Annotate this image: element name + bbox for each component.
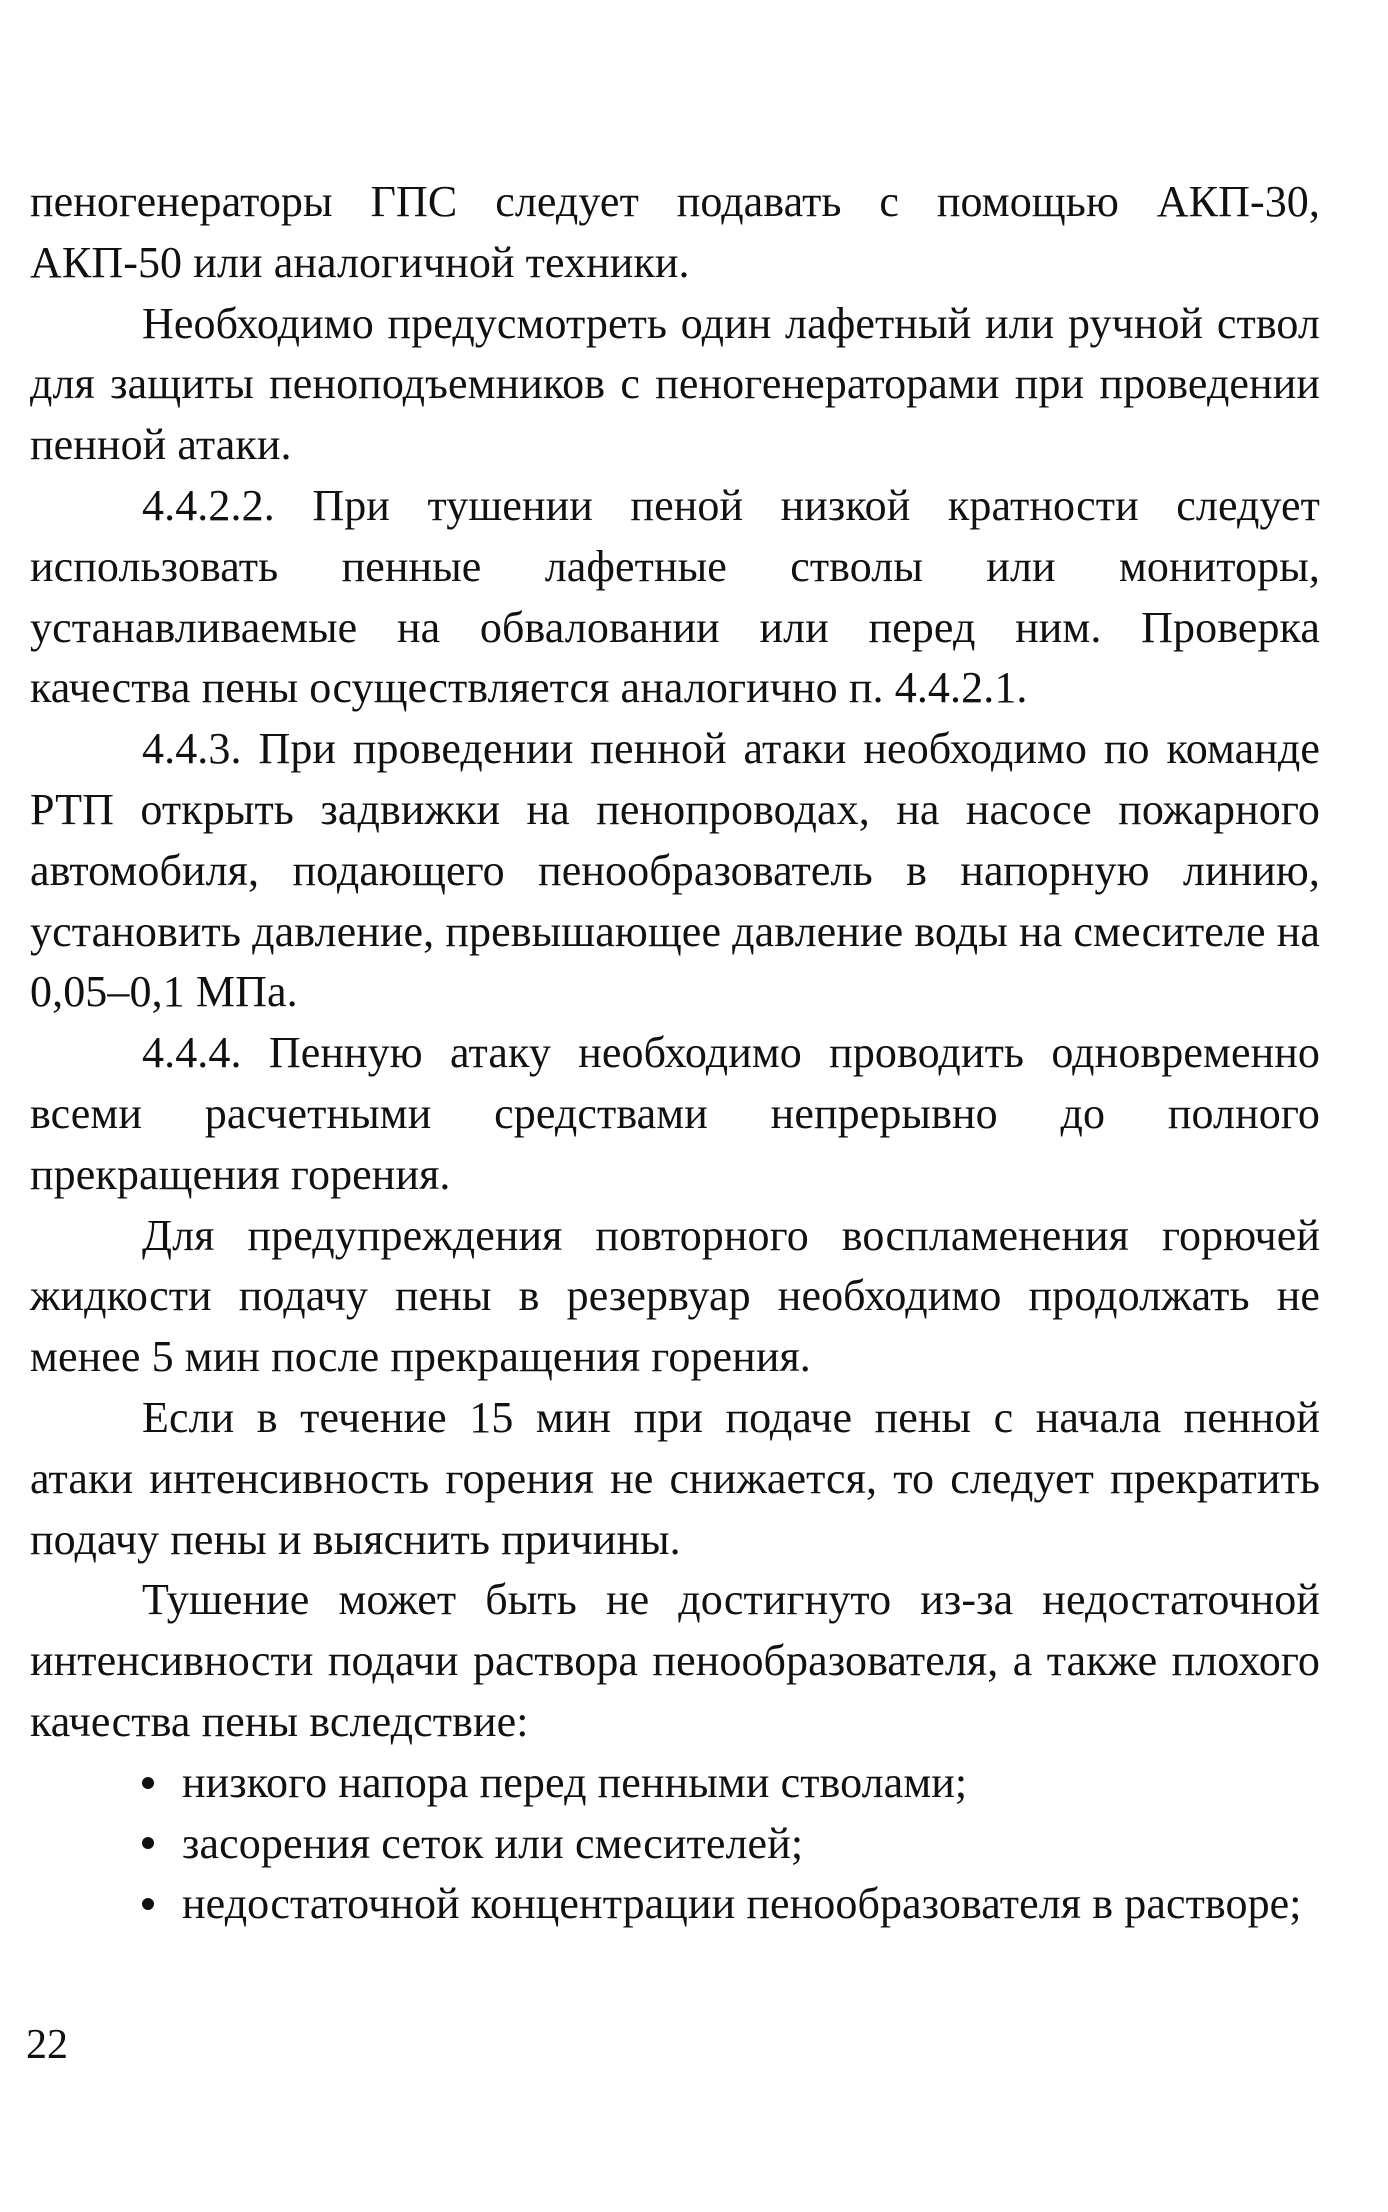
paragraph-4-4-4: 4.4.4. Пенную атаку необходимо проводить одновременно всеми расчетными средствами непрерывно до полного прекращения горения. <box>30 1028 1320 1199</box>
bullet-icon <box>142 1874 182 1935</box>
paragraph-reignition: Для предупреждения повторного воспламенения горючей жидкости подачу пены в резервуар необходимо продолжать не менее 5 мин после прекращения горения. <box>30 1210 1320 1382</box>
list-item-text: низкого напора перед пенными стволами; <box>182 1757 968 1807</box>
causes-list <box>30 1753 1320 1935</box>
paragraph-causes: Тушение может быть не достигнуто из-за недостаточной интенсивности подачи раствора пенообразователя, а также плохого качества пены вследствие: <box>30 1575 1320 1746</box>
page-number: 22 <box>26 2022 68 2068</box>
paragraph-continuation: пеногенераторы ГПС следует подавать с помощью АКП-30, АКП-50 или аналогичной техники. <box>30 177 1320 287</box>
list-item <box>30 1814 1320 1875</box>
body-text <box>30 172 1320 1935</box>
bullet-icon <box>142 1814 182 1875</box>
list-item <box>30 1753 1320 1814</box>
list-item-text: недостаточной концентрации пенообразователя в растворе; <box>182 1879 1302 1929</box>
paragraph-lafet-stvol: Необходимо предусмотреть один лафетный или ручной ствол для защиты пеноподъемников с пеногенераторами при проведении пенной атаки. <box>30 298 1320 470</box>
list-item-text: засорения сеток или смесителей; <box>182 1818 804 1868</box>
paragraph-4-4-2-2: 4.4.2.2. При тушении пеной низкой кратности следует использовать пенные лафетные стволы или мониторы, устанавливаемые на обваловании или перед ним. Проверка качества пены осуществляется аналогично п. 4.4.2.1. <box>30 480 1320 713</box>
paragraph-4-4-3: 4.4.3. При проведении пенной атаки необходимо по команде РТП открыть задвижки на пенопроводах, на насосе пожарного автомобиля, подающего пенообразователь в напорную линию, установить давление, превышающее давление воды на смесителе на 0,05–0,1 МПа. <box>30 724 1320 1017</box>
list-item <box>30 1874 1320 1935</box>
paragraph-15-min: Если в течение 15 мин при подаче пены с начала пенной атаки интенсивность горения не снижается, то следует прекратить подачу пены и выяснить причины. <box>30 1392 1320 1564</box>
bullet-icon <box>142 1753 182 1814</box>
